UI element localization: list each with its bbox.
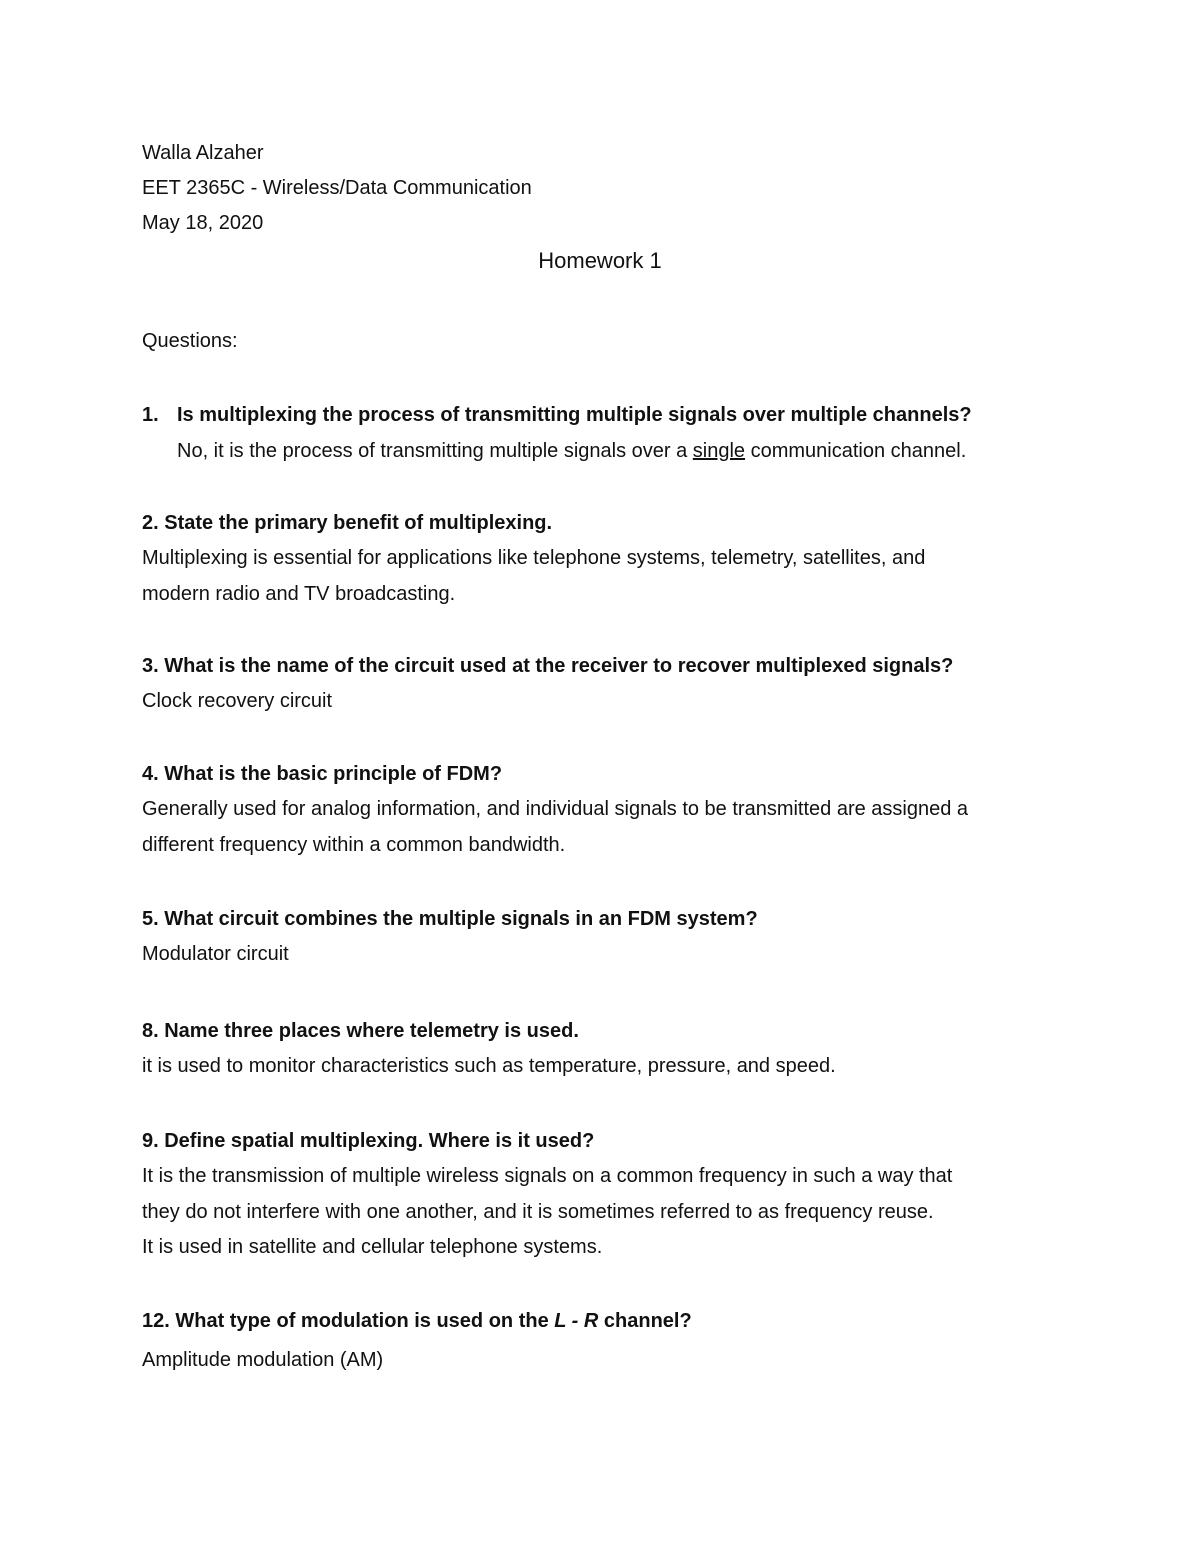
question-5: 5. What circuit combines the multiple signals in an FDM system?: [142, 908, 758, 930]
answer-12: Amplitude modulation (AM): [142, 1349, 384, 1371]
question-12: [142, 1309, 692, 1333]
answer-2-line-1: Multiplexing is essential for applications like telephone systems, telemetry, satellites, and: [142, 547, 926, 569]
author-name: Walla Alzaher: [142, 142, 264, 164]
question-12-italic: L - R: [554, 1310, 599, 1332]
question-12-suffix: channel?: [598, 1310, 692, 1332]
answer-9-line-2: they do not interfere with one another, and it is sometimes referred to as frequency reuse.: [142, 1201, 934, 1223]
document-date: May 18, 2020: [142, 212, 264, 234]
question-8: 8. Name three places where telemetry is used.: [142, 1020, 579, 1042]
answer-1-part-a: No, it is the process of transmitting multiple signals over a: [177, 440, 693, 462]
answer-4-line-1: Generally used for analog information, and individual signals to be transmitted are assigned a: [142, 798, 969, 820]
question-2: 2. State the primary benefit of multiplexing.: [142, 512, 553, 534]
question-12-prefix: 12. What type of modulation is used on the: [142, 1310, 555, 1332]
answer-3: Clock recovery circuit: [142, 690, 333, 712]
question-1-text: Is multiplexing the process of transmitting multiple signals over multiple channels?: [177, 404, 972, 426]
answer-9-line-1: It is the transmission of multiple wireless signals on a common frequency in such a way that: [142, 1165, 953, 1187]
answer-8: it is used to monitor characteristics such as temperature, pressure, and speed.: [142, 1055, 836, 1077]
question-1-number: 1.: [142, 404, 159, 426]
answer-1-underlined: single: [692, 440, 746, 462]
answer-2-line-2: modern radio and TV broadcasting.: [142, 583, 456, 605]
question-3: 3. What is the name of the circuit used at the receiver to recover multiplexed signals?: [142, 655, 954, 677]
answer-1-part-b: communication channel.: [745, 440, 967, 462]
question-9: 9. Define spatial multiplexing. Where is it used?: [142, 1130, 595, 1152]
answer-9-line-3: It is used in satellite and cellular telephone systems.: [142, 1236, 603, 1258]
answer-4-line-2: different frequency within a common bandwidth.: [142, 834, 566, 856]
answer-1: [177, 439, 966, 463]
question-1: [142, 403, 972, 427]
course-name: EET 2365C - Wireless/Data Communication: [142, 177, 532, 199]
answer-5: Modulator circuit: [142, 943, 289, 965]
questions-label: Questions:: [142, 330, 238, 352]
question-4: 4. What is the basic principle of FDM?: [142, 763, 503, 785]
document-title: Homework 1: [538, 248, 662, 273]
